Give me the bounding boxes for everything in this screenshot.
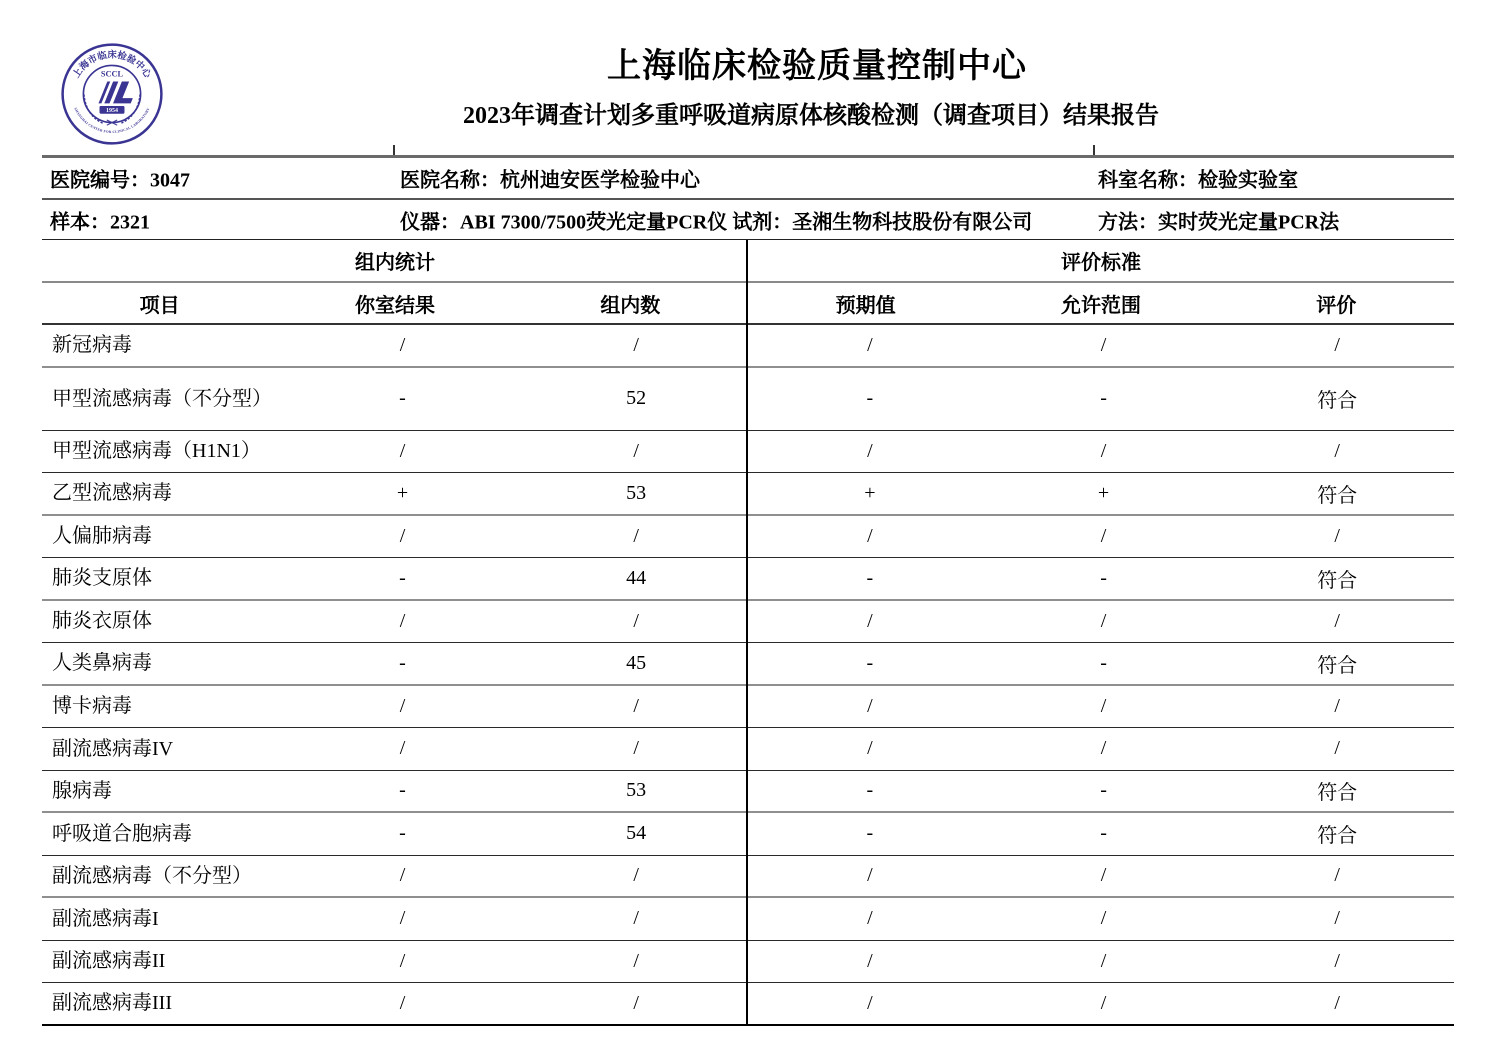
cell-group-count: / [633, 991, 639, 1014]
cell-expected: / [867, 949, 873, 972]
cell-allowed-range: + [1097, 481, 1110, 504]
cell-item: 肺炎支原体 [52, 567, 152, 590]
cell-your-result: - [399, 566, 406, 589]
table-row [42, 856, 1454, 899]
table-row [42, 813, 1454, 856]
table-row [42, 941, 1454, 984]
cell-group-count: / [633, 949, 639, 972]
cell-group-count: / [633, 333, 639, 356]
cell-item: 博卡病毒 [52, 695, 132, 718]
cell-your-result: - [399, 779, 406, 802]
cell-evaluation: 符合 [1317, 782, 1358, 805]
cell-item: 腺病毒 [52, 779, 112, 802]
table-row [42, 686, 1454, 729]
cell-evaluation: / [1334, 991, 1340, 1014]
table-row [42, 983, 1454, 1026]
cell-evaluation: / [1334, 524, 1340, 547]
column-header-allowed-range: 允许范围 [1060, 294, 1141, 317]
cell-your-result: / [399, 694, 406, 717]
cell-group-count: / [633, 864, 639, 887]
cell-evaluation: 符合 [1317, 825, 1358, 848]
cell-evaluation: / [1334, 694, 1340, 717]
cell-evaluation: / [1334, 864, 1340, 887]
column-header-group-count: 组内数 [600, 294, 661, 317]
column-header-item: 项目 [139, 294, 180, 317]
cell-allowed-range: - [1100, 651, 1107, 674]
instrument-reagent: 仪器：ABI 7300/7500荧光定量PCR仪 试剂：圣湘生物科技股份有限公司 [400, 211, 1033, 233]
cell-expected: - [866, 566, 874, 589]
cell-allowed-range: / [1100, 333, 1107, 356]
cell-allowed-range: / [1100, 991, 1107, 1014]
cell-expected: / [867, 694, 873, 717]
table-center-divider [746, 240, 748, 1026]
cell-group-count: / [633, 439, 639, 462]
cell-expected: / [867, 864, 873, 887]
table-row [42, 368, 1454, 431]
cell-allowed-range: / [1100, 907, 1107, 930]
cell-allowed-range: - [1100, 822, 1107, 845]
cell-evaluation: 符合 [1317, 390, 1358, 412]
cell-item: 副流感病毒（不分型） [52, 864, 252, 887]
cell-expected: / [867, 333, 873, 356]
cell-group-count: / [633, 609, 639, 632]
table-row [42, 325, 1454, 368]
cell-item: 副流感病毒I [52, 907, 159, 930]
sample-id: 样本：2321 [50, 211, 150, 233]
cell-expected: / [867, 439, 873, 462]
cell-your-result: / [399, 609, 406, 632]
cell-group-count: 45 [626, 651, 647, 674]
table-row [42, 558, 1454, 601]
column-header-expected: 预期值 [835, 294, 896, 317]
table-column-header [42, 283, 1454, 325]
cell-your-result: / [399, 524, 406, 547]
cell-group-count: / [633, 524, 639, 547]
report-title: 2023年调查计划多重呼吸道病原体核酸检测（调查项目）结果报告 [463, 103, 1159, 129]
hospital-code: 医院编号：3047 [50, 169, 190, 192]
cell-your-result: / [399, 439, 406, 462]
cell-evaluation: 符合 [1317, 569, 1358, 592]
table-row [42, 728, 1454, 771]
cell-item: 副流感病毒IV [52, 737, 174, 760]
cell-item: 甲型流感病毒（不分型） [52, 387, 272, 410]
cell-expected: / [867, 907, 873, 930]
cell-expected: - [866, 779, 874, 802]
cell-allowed-range: / [1100, 524, 1107, 547]
hospital-info-row [42, 155, 1454, 200]
cell-your-result: / [399, 907, 406, 930]
sample-info-row [42, 200, 1454, 240]
seal-l-mark [98, 82, 139, 104]
column-header-your-result: 你室结果 [354, 294, 435, 317]
cell-item: 乙型流感病毒 [52, 482, 172, 505]
cell-your-result: + [396, 481, 409, 504]
cell-group-count: 44 [626, 566, 647, 589]
table-row [42, 516, 1454, 559]
cell-expected: - [866, 387, 874, 409]
cell-item: 副流感病毒III [52, 992, 172, 1015]
cell-expected: / [867, 609, 873, 632]
cell-evaluation: / [1334, 907, 1340, 930]
table-group-header [42, 240, 1454, 283]
column-header-evaluation: 评价 [1316, 294, 1357, 317]
cell-allowed-range: / [1100, 609, 1107, 632]
cell-your-result: / [399, 864, 406, 887]
cell-evaluation: / [1334, 737, 1340, 760]
cell-allowed-range: / [1100, 864, 1107, 887]
cell-allowed-range: - [1100, 566, 1107, 589]
table-row [42, 771, 1454, 814]
cell-evaluation: / [1334, 439, 1340, 462]
group-header-evaluation-criteria: 评价标准 [1061, 252, 1141, 274]
cell-group-count: 53 [626, 779, 647, 802]
cell-your-result: / [399, 333, 406, 356]
cell-your-result: - [399, 651, 406, 674]
table-row [42, 898, 1454, 941]
cell-your-result: / [399, 949, 406, 972]
table-row [42, 431, 1454, 474]
cell-item: 副流感病毒II [52, 950, 166, 973]
cell-your-result: - [399, 822, 406, 845]
cell-your-result: / [399, 737, 406, 760]
sccl-seal-logo [60, 42, 164, 146]
table-row [42, 473, 1454, 516]
cell-your-result: / [399, 991, 406, 1014]
hospital-name: 医院名称：杭州迪安医学检验中心 [400, 169, 700, 192]
cell-item: 呼吸道合胞病毒 [52, 822, 192, 845]
cell-expected: / [867, 524, 873, 547]
top-border-tick [1093, 145, 1095, 155]
org-title: 上海临床检验质量控制中心 [607, 48, 1027, 85]
cell-evaluation: / [1334, 333, 1340, 356]
cell-item: 甲型流感病毒（H1N1） [52, 440, 261, 463]
cell-group-count: / [633, 737, 639, 760]
cell-allowed-range: - [1100, 779, 1107, 802]
cell-allowed-range: / [1100, 694, 1107, 717]
group-header-intragroup-stats: 组内统计 [355, 252, 435, 274]
cell-your-result: - [399, 387, 406, 409]
cell-group-count: 52 [626, 387, 647, 409]
cell-allowed-range: - [1100, 387, 1107, 409]
cell-item: 人偏肺病毒 [52, 525, 152, 548]
cell-group-count: 53 [626, 481, 647, 504]
cell-evaluation: / [1334, 609, 1340, 632]
cell-item: 肺炎衣原体 [52, 610, 152, 633]
cell-evaluation: 符合 [1317, 654, 1358, 677]
cell-item: 人类鼻病毒 [52, 652, 152, 675]
cell-evaluation: 符合 [1317, 484, 1358, 507]
cell-expected: - [866, 651, 874, 674]
cell-allowed-range: / [1100, 949, 1107, 972]
cell-expected: + [864, 481, 876, 504]
cell-item: 新冠病毒 [52, 334, 132, 357]
cell-group-count: / [633, 694, 639, 717]
cell-allowed-range: / [1100, 737, 1107, 760]
cell-expected: / [867, 737, 873, 760]
department-name: 科室名称：检验实验室 [1098, 169, 1298, 192]
method: 方法：实时荧光定量PCR法 [1098, 211, 1340, 233]
table-body [42, 325, 1454, 1026]
top-border-tick [393, 145, 395, 155]
cell-evaluation: / [1334, 949, 1340, 972]
table-row [42, 643, 1454, 686]
cell-group-count: 54 [626, 822, 647, 845]
seal-en-name: SHANGHAI CENTER FOR CLINICAL LABORATORY [73, 106, 151, 135]
table-row [42, 601, 1454, 644]
seal-year: 1954 [105, 108, 119, 115]
cell-group-count: / [633, 907, 639, 930]
cell-allowed-range: / [1100, 439, 1107, 462]
result-report-table [42, 155, 1454, 1026]
cell-expected: / [867, 991, 873, 1014]
seal-acronym: SCCL [100, 69, 124, 79]
cell-expected: - [866, 822, 874, 845]
seal-cn-name: 上海市临床检验中心 [71, 50, 153, 81]
